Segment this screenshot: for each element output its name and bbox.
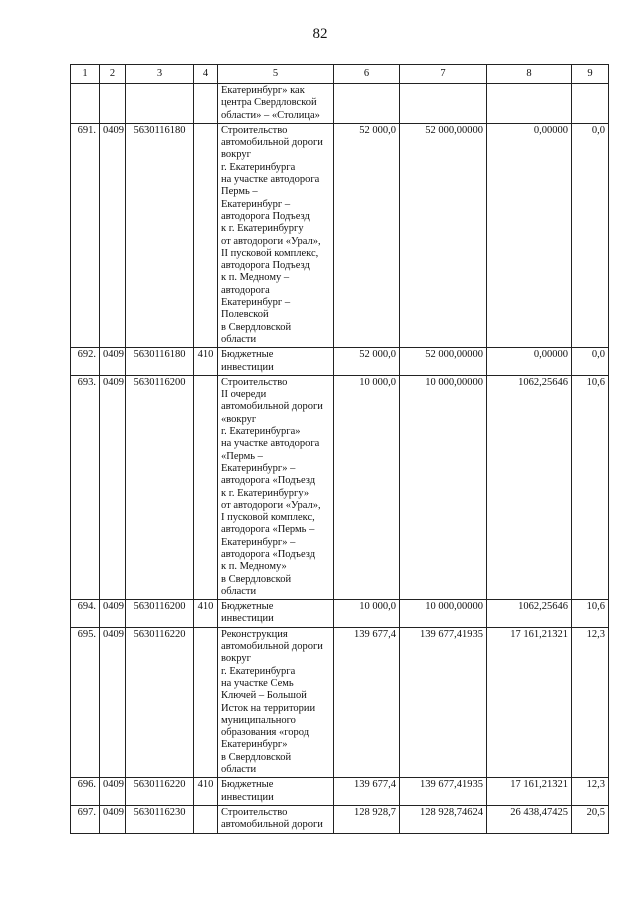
item-name: Реконструкция автомобильной дороги вокруг г. Екатеринбурга на участке Семь Ключей – Большой Исток на территории муниципального образования «город Екатеринбург» в Свердловской области	[218, 627, 334, 778]
value-col-8	[487, 84, 572, 124]
table-row	[71, 805, 609, 833]
item-name: Бюджетные инвестиции	[218, 600, 334, 628]
value-col-7: 52 000,00000	[400, 123, 487, 347]
header-cell: 8	[487, 65, 572, 84]
value-col-8: 1062,25646	[487, 375, 572, 599]
row-number: 692.	[71, 348, 100, 376]
value-col-6: 139 677,4	[334, 627, 400, 778]
value-col-7: 52 000,00000	[400, 348, 487, 376]
item-name: Бюджетные инвестиции	[218, 348, 334, 376]
value-col-6: 52 000,0	[334, 123, 400, 347]
row-number: 694.	[71, 600, 100, 628]
value-col-9: 0,0	[572, 123, 609, 347]
page-number: 82	[312, 26, 328, 42]
section-code: 0409	[100, 375, 126, 599]
value-col-8: 26 438,47425	[487, 805, 572, 833]
section-code: 0409	[100, 123, 126, 347]
table-row	[71, 84, 609, 124]
value-col-9: 10,6	[572, 375, 609, 599]
header-row	[71, 65, 609, 84]
value-col-6: 128 928,7	[334, 805, 400, 833]
item-name: Бюджетные инвестиции	[218, 778, 334, 806]
table-row	[71, 348, 609, 376]
value-col-9: 0,0	[572, 348, 609, 376]
header-cell: 6	[334, 65, 400, 84]
section-code	[100, 84, 126, 124]
section-code: 0409	[100, 627, 126, 778]
header-cell: 9	[572, 65, 609, 84]
target-article-code: 5630116230	[126, 805, 194, 833]
header-cell: 2	[100, 65, 126, 84]
target-article-code	[126, 84, 194, 124]
value-col-8: 17 161,21321	[487, 778, 572, 806]
value-col-7: 10 000,00000	[400, 600, 487, 628]
target-article-code: 5630116220	[126, 627, 194, 778]
value-col-9: 20,5	[572, 805, 609, 833]
target-article-code: 5630116220	[126, 778, 194, 806]
header-cell: 7	[400, 65, 487, 84]
value-col-7: 139 677,41935	[400, 627, 487, 778]
row-number: 695.	[71, 627, 100, 778]
section-code: 0409	[100, 778, 126, 806]
section-code: 0409	[100, 805, 126, 833]
row-number: 697.	[71, 805, 100, 833]
value-col-6: 52 000,0	[334, 348, 400, 376]
target-article-code: 5630116180	[126, 348, 194, 376]
value-col-7: 139 677,41935	[400, 778, 487, 806]
table-row	[71, 627, 609, 778]
row-number	[71, 84, 100, 124]
value-col-6: 139 677,4	[334, 778, 400, 806]
value-col-8: 17 161,21321	[487, 627, 572, 778]
expense-type-code	[194, 627, 218, 778]
item-name: Строительство автомобильной дороги вокруг г. Екатеринбурга на участке автодорога Пермь – Екатеринбург – автодорога Подъезд к г. Екатеринбургу от автодороги «Урал», II пусковой комплекс, автодорога Подъезд к п. Медному – автодорога Екатеринбург – Полевской в Свердловской области	[218, 123, 334, 347]
header-cell: 4	[194, 65, 218, 84]
target-article-code: 5630116200	[126, 375, 194, 599]
table-row	[71, 600, 609, 628]
target-article-code: 5630116200	[126, 600, 194, 628]
expense-type-code: 410	[194, 348, 218, 376]
budget-table	[70, 64, 609, 834]
header-cell: 1	[71, 65, 100, 84]
table-row	[71, 778, 609, 806]
expense-type-code: 410	[194, 600, 218, 628]
row-number: 691.	[71, 123, 100, 347]
expense-type-code	[194, 84, 218, 124]
value-col-8: 1062,25646	[487, 600, 572, 628]
value-col-9: 12,3	[572, 778, 609, 806]
value-col-7: 10 000,00000	[400, 375, 487, 599]
item-name: Строительство II очереди автомобильной дороги «вокруг г. Екатеринбурга» на участке автодорога «Пермь – Екатеринбург» – автодорога «Подъезд к г. Екатеринбургу» от автодороги «Урал», I пусковой комплекс, автодорога «Пермь – Екатеринбург» – автодорога «Подъезд к п. Медному» в Свердловской области	[218, 375, 334, 599]
table-row	[71, 123, 609, 347]
value-col-9: 10,6	[572, 600, 609, 628]
expense-type-code: 410	[194, 778, 218, 806]
value-col-6	[334, 84, 400, 124]
expense-type-code	[194, 375, 218, 599]
row-number: 696.	[71, 778, 100, 806]
expense-type-code	[194, 805, 218, 833]
expense-type-code	[194, 123, 218, 347]
value-col-9: 12,3	[572, 627, 609, 778]
header-cell: 5	[218, 65, 334, 84]
value-col-8: 0,00000	[487, 123, 572, 347]
value-col-9	[572, 84, 609, 124]
table-row	[71, 375, 609, 599]
header-cell: 3	[126, 65, 194, 84]
value-col-8: 0,00000	[487, 348, 572, 376]
section-code: 0409	[100, 348, 126, 376]
value-col-6: 10 000,0	[334, 600, 400, 628]
item-name: Екатеринбург» как центра Свердловской области» – «Столица»	[218, 84, 334, 124]
target-article-code: 5630116180	[126, 123, 194, 347]
value-col-7	[400, 84, 487, 124]
row-number: 693.	[71, 375, 100, 599]
value-col-7: 128 928,74624	[400, 805, 487, 833]
item-name: Строительство автомобильной дороги	[218, 805, 334, 833]
value-col-6: 10 000,0	[334, 375, 400, 599]
section-code: 0409	[100, 600, 126, 628]
